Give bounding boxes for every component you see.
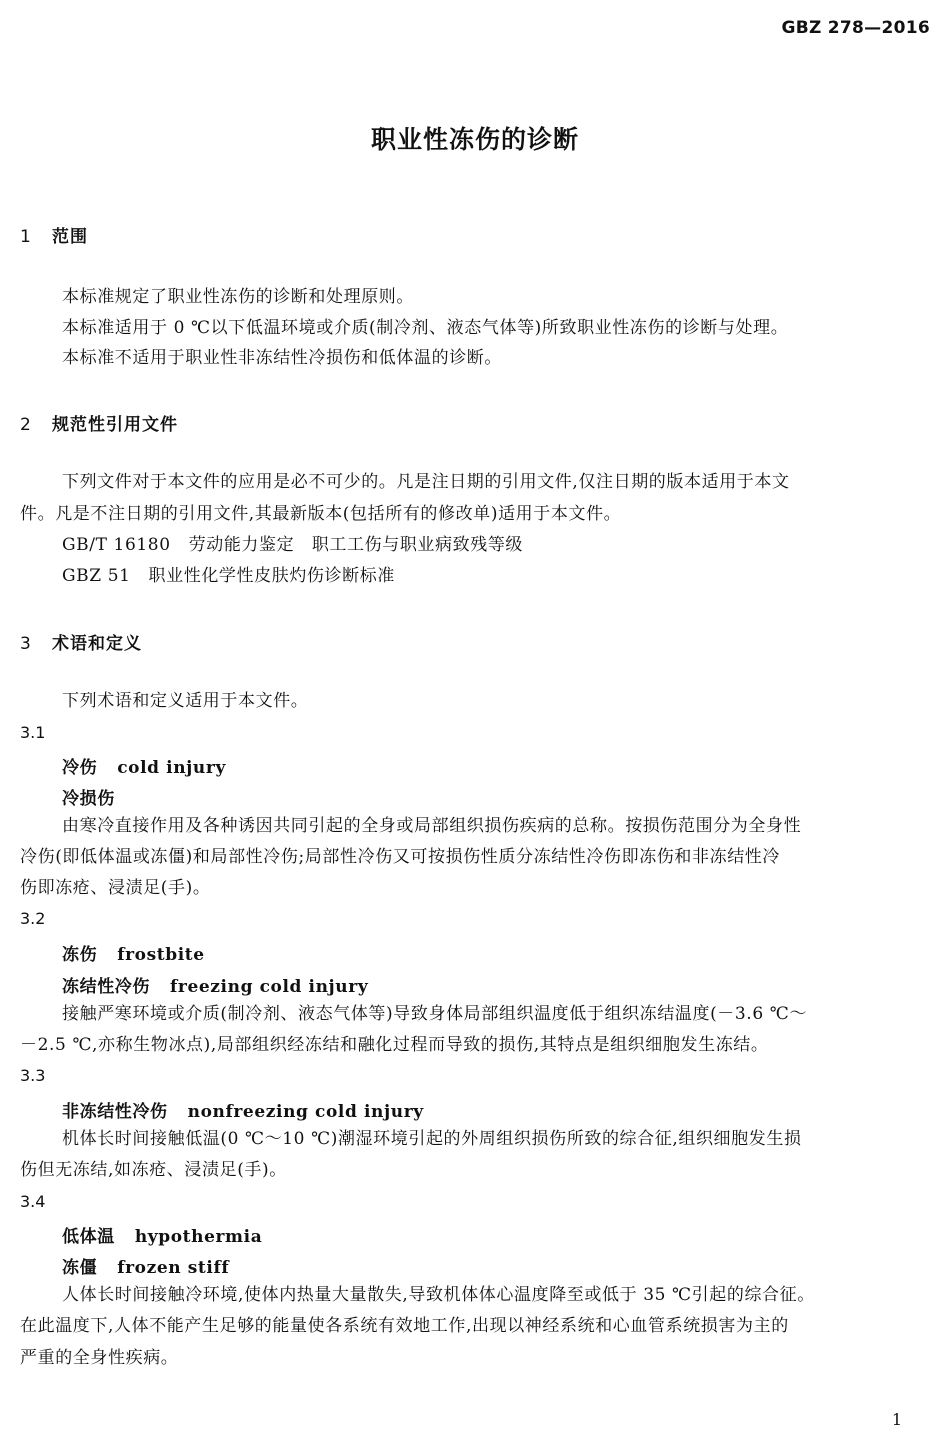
term-alt-heading [62, 972, 368, 997]
definition-line: 接触严寒环境或介质(制冷剂、液态气体等)导致身体局部组织温度低于组织冻结温度(－3.6 ℃～ [62, 1004, 807, 1024]
section-title: 规范性引用文件 [52, 415, 178, 435]
definition-line: 伤即冻疮、浸渍足(手)。 [20, 878, 211, 898]
section-title: 范围 [52, 227, 88, 247]
term-alt-en: frozen stiff [117, 1258, 230, 1278]
term-zh: 冷伤 [62, 758, 98, 778]
reference-item [62, 530, 523, 561]
paragraph-line: 件。凡是不注日期的引用文件,其最新版本(包括所有的修改单)适用于本文件。 [20, 504, 622, 524]
term-alt-heading [62, 1253, 229, 1278]
definition-line: 在此温度下,人体不能产生足够的能量使各系统有效地工作,出现以神经系统和心血管系统损害为主的 [20, 1316, 789, 1336]
paragraph: 本标准规定了职业性冻伤的诊断和处理原则。 [62, 287, 414, 307]
term-alt-heading [62, 784, 115, 809]
section-heading-3 [20, 629, 142, 654]
definition-line: 机体长时间接触低温(0 ℃～10 ℃)潮湿环境引起的外周组织损伤所致的综合征,组织细胞发生损 [62, 1129, 802, 1149]
standard-code: GBZ 278—2016 [781, 18, 930, 38]
term-zh: 低体温 [62, 1227, 115, 1247]
term-number: 3.3 [20, 1066, 46, 1085]
term-heading [62, 1222, 262, 1247]
term-zh: 非冻结性冷伤 [62, 1102, 168, 1122]
term-en: cold injury [117, 758, 226, 778]
section-number: 3 [20, 634, 32, 654]
term-heading [62, 1097, 424, 1122]
section-title: 术语和定义 [52, 634, 142, 654]
definition-line: 严重的全身性疾病。 [20, 1348, 179, 1368]
term-zh: 冻伤 [62, 945, 98, 965]
reference-code: GBZ 51 [62, 566, 131, 586]
paragraph: 本标准不适用于职业性非冻结性冷损伤和低体温的诊断。 [62, 348, 502, 368]
paragraph-line: 下列文件对于本文件的应用是必不可少的。凡是注日期的引用文件,仅注日期的版本适用于本文 [62, 472, 790, 492]
term-alt-zh: 冷损伤 [62, 789, 115, 809]
page-number: 1 [891, 1410, 902, 1429]
term-alt-en: freezing cold injury [170, 977, 369, 997]
section-number: 1 [20, 227, 32, 247]
reference-name: 职业性化学性皮肤灼伤诊断标准 [148, 566, 395, 586]
reference-code: GB/T 16180 [62, 535, 171, 555]
reference-name: 劳动能力鉴定 职工工伤与职业病致残等级 [188, 535, 524, 555]
definition-line: 冷伤(即低体温或冻僵)和局部性冷伤;局部性冷伤又可按损伤性质分冻结性冷伤即冻伤和非冻结性冷 [20, 847, 780, 867]
term-alt-zh: 冻结性冷伤 [62, 977, 150, 997]
definition-line: 伤但无冻结,如冻疮、浸渍足(手)。 [20, 1160, 287, 1180]
term-en: frostbite [117, 945, 205, 965]
section-heading-2 [20, 410, 178, 435]
definition-line: 人体长时间接触冷环境,使体内热量大量散失,导致机体体心温度降至或低于 35 ℃引起的综合征。 [62, 1285, 815, 1305]
term-alt-zh: 冻僵 [62, 1258, 98, 1278]
term-en: hypothermia [134, 1227, 263, 1247]
term-number: 3.1 [20, 723, 46, 742]
section-number: 2 [20, 415, 32, 435]
paragraph: 本标准适用于 0 ℃以下低温环境或介质(制冷剂、液态气体等)所致职业性冻伤的诊断与处理。 [62, 318, 789, 338]
paragraph: 下列术语和定义适用于本文件。 [62, 691, 309, 711]
term-number: 3.4 [20, 1192, 46, 1211]
section-heading-1 [20, 222, 88, 247]
definition-line: －2.5 ℃,亦称生物冰点),局部组织经冻结和融化过程而导致的损伤,其特点是组织细胞发生冻结。 [20, 1035, 769, 1055]
document-title: 职业性冻伤的诊断 [370, 125, 579, 154]
definition-line: 由寒冷直接作用及各种诱因共同引起的全身或局部组织损伤疾病的总称。按损伤范围分为全身性 [62, 816, 802, 836]
term-number: 3.2 [20, 909, 46, 928]
term-heading [62, 753, 226, 778]
reference-item [62, 561, 395, 592]
term-heading [62, 940, 205, 965]
term-en: nonfreezing cold injury [187, 1102, 424, 1122]
